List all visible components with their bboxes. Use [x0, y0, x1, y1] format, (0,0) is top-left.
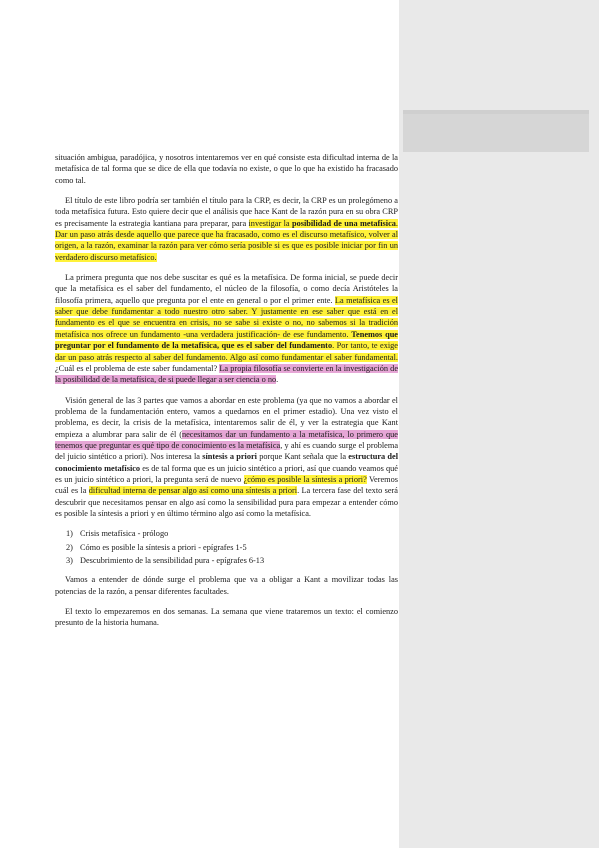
text-run: El título de este libro podría ser también el título para la CRP, es decir, la CRP es un prolegómeno a toda metafísica futura. Esto quiere decir que el análisis que hace Kant de la razón pura en su obra CRP es precisamente la estrategia kantiana para preparar, para [55, 196, 398, 228]
text-run: situación ambigua, paradójica, y nosotros intentaremos ver en qué consiste esta dificultad interna de la metafísica de tal forma que se dice de ella que todavía no existe, o que lo que ha existido ha fracasado como tal. [55, 153, 398, 185]
text-run: , y ahí es cuando surge el problema del juicio sintético a priori). Nos interesa la [55, 440, 398, 462]
highlight-yellow: La metafísica es el saber que debe fundamentar a todo nuestro otro saber. Y justamente en ese saber que está en el fundamento es el que se encuentra en crisis, no se sabe si existe o no, no sabemos si la tradición metafísica nos ofrece un fundamento -una verdadera justificación- de ese fundamento. [55, 295, 398, 339]
paragraph [55, 195, 398, 263]
text-run: La primera pregunta que nos debe suscitar es qué es la metafísica. De forma inicial, se puede decir que la metafísica es el saber del fundamento, el núcleo de la filosofía, o como decía Aristóteles la filosofía primera, aquello que pregunta por el ente en general o por el primer ente. [55, 273, 398, 305]
paragraph [55, 272, 398, 385]
text-run: es de tal forma que es un juicio sintético a priori, así que cuando veamos qué es un juicio sintético a priori, la pregunta será de nuevo [55, 463, 398, 484]
list-number: 2) [66, 542, 73, 552]
paragraph [55, 152, 398, 186]
text-run: . [276, 375, 279, 385]
list-item [66, 528, 398, 539]
highlight-yellow: ¿cómo es posible la síntesis a priori? [243, 474, 367, 484]
list-text: Crisis metafísica - prólogo [80, 529, 169, 539]
parts-list [55, 528, 398, 566]
highlight-yellow: dificultad interna de pensar algo así como una síntesis a priori [88, 486, 298, 496]
highlight-yellow: . Dar un paso atrás desde aquello que parece que ha fracasado, como es el discurso metafísico, volver al origen, a la razón, examinar la razón para ver cómo sería posible si es que es posible iniciar por fin un verdadero discurso metafísico. [55, 218, 398, 262]
highlight-yellow: posibilidad de una metafísica [291, 218, 396, 228]
list-number: 1) [66, 529, 73, 539]
text-run: Veremos cuál es la [55, 474, 398, 496]
list-item [66, 542, 398, 553]
text-run: ¿Cuál es el problema de este saber fundamental? [55, 363, 220, 373]
paragraph-closing: Vamos a entender de dónde surge el problema que va a obligar a Kant a movilizar todas las potencias de la razón, a pensar diferentes facultades. [55, 575, 398, 596]
text-run: porque Kant señala que la [256, 452, 349, 462]
text-run: Visión general de las 3 partes que vamos a abordar en este problema (ya que no vamos a abordar el problema de la fundamentación entero, vamos a quedarnos en el primer estadio). Una vez visto el problema, es decir, la crisis de la metafísica, intentaremos salir de él, y ver la estrategia que Kant empieza a alumbrar para salir de él ( [55, 395, 398, 439]
text-run: . La tercera fase del texto será descubrir que necesitamos pensar en algo así como la sensibilidad pura para empezar a entender cómo es posible la síntesis a priori y en último término algo así como la metafísica. [55, 486, 398, 518]
document-body [55, 152, 398, 638]
highlight-yellow: . Por tanto, te exige dar un paso atrás respecto al saber del fundamento. Algo así como fundamentar el saber fundamental. [55, 341, 398, 362]
list-number: 3) [66, 556, 73, 565]
highlight-yellow: investigar la [248, 218, 292, 228]
list-text: Descubrimiento de la sensibilidad pura - epígrafes 6-13 [80, 556, 265, 565]
comment-balloon[interactable] [403, 110, 589, 152]
highlight-pink: La propia filosofía se convierte en la investigación de la posibilidad de la metafísica, de si puede llegar a ser ciencia o no [55, 363, 398, 385]
highlight-pink: necesitamos dar un fundamento a la metafísica, lo primero que tenemos que preguntar es qué tipo de conocimiento es la metafísica [55, 429, 398, 450]
text-run: síntesis a priori [202, 452, 257, 462]
text-run: estructura del conocimiento metafísico [55, 452, 399, 473]
highlight-yellow: Tenemos que preguntar por el fundamento de la metafísica, que es el saber del fundamento [55, 329, 398, 351]
paragraph-closing: El texto lo empezaremos en dos semanas. La semana que viene trataremos un texto: el comienzo presunto de la historia humana. [55, 607, 398, 628]
paragraph [55, 395, 398, 520]
list-item [66, 555, 398, 566]
list-text: Cómo es posible la síntesis a priori - epígrafes 1-5 [80, 542, 247, 552]
